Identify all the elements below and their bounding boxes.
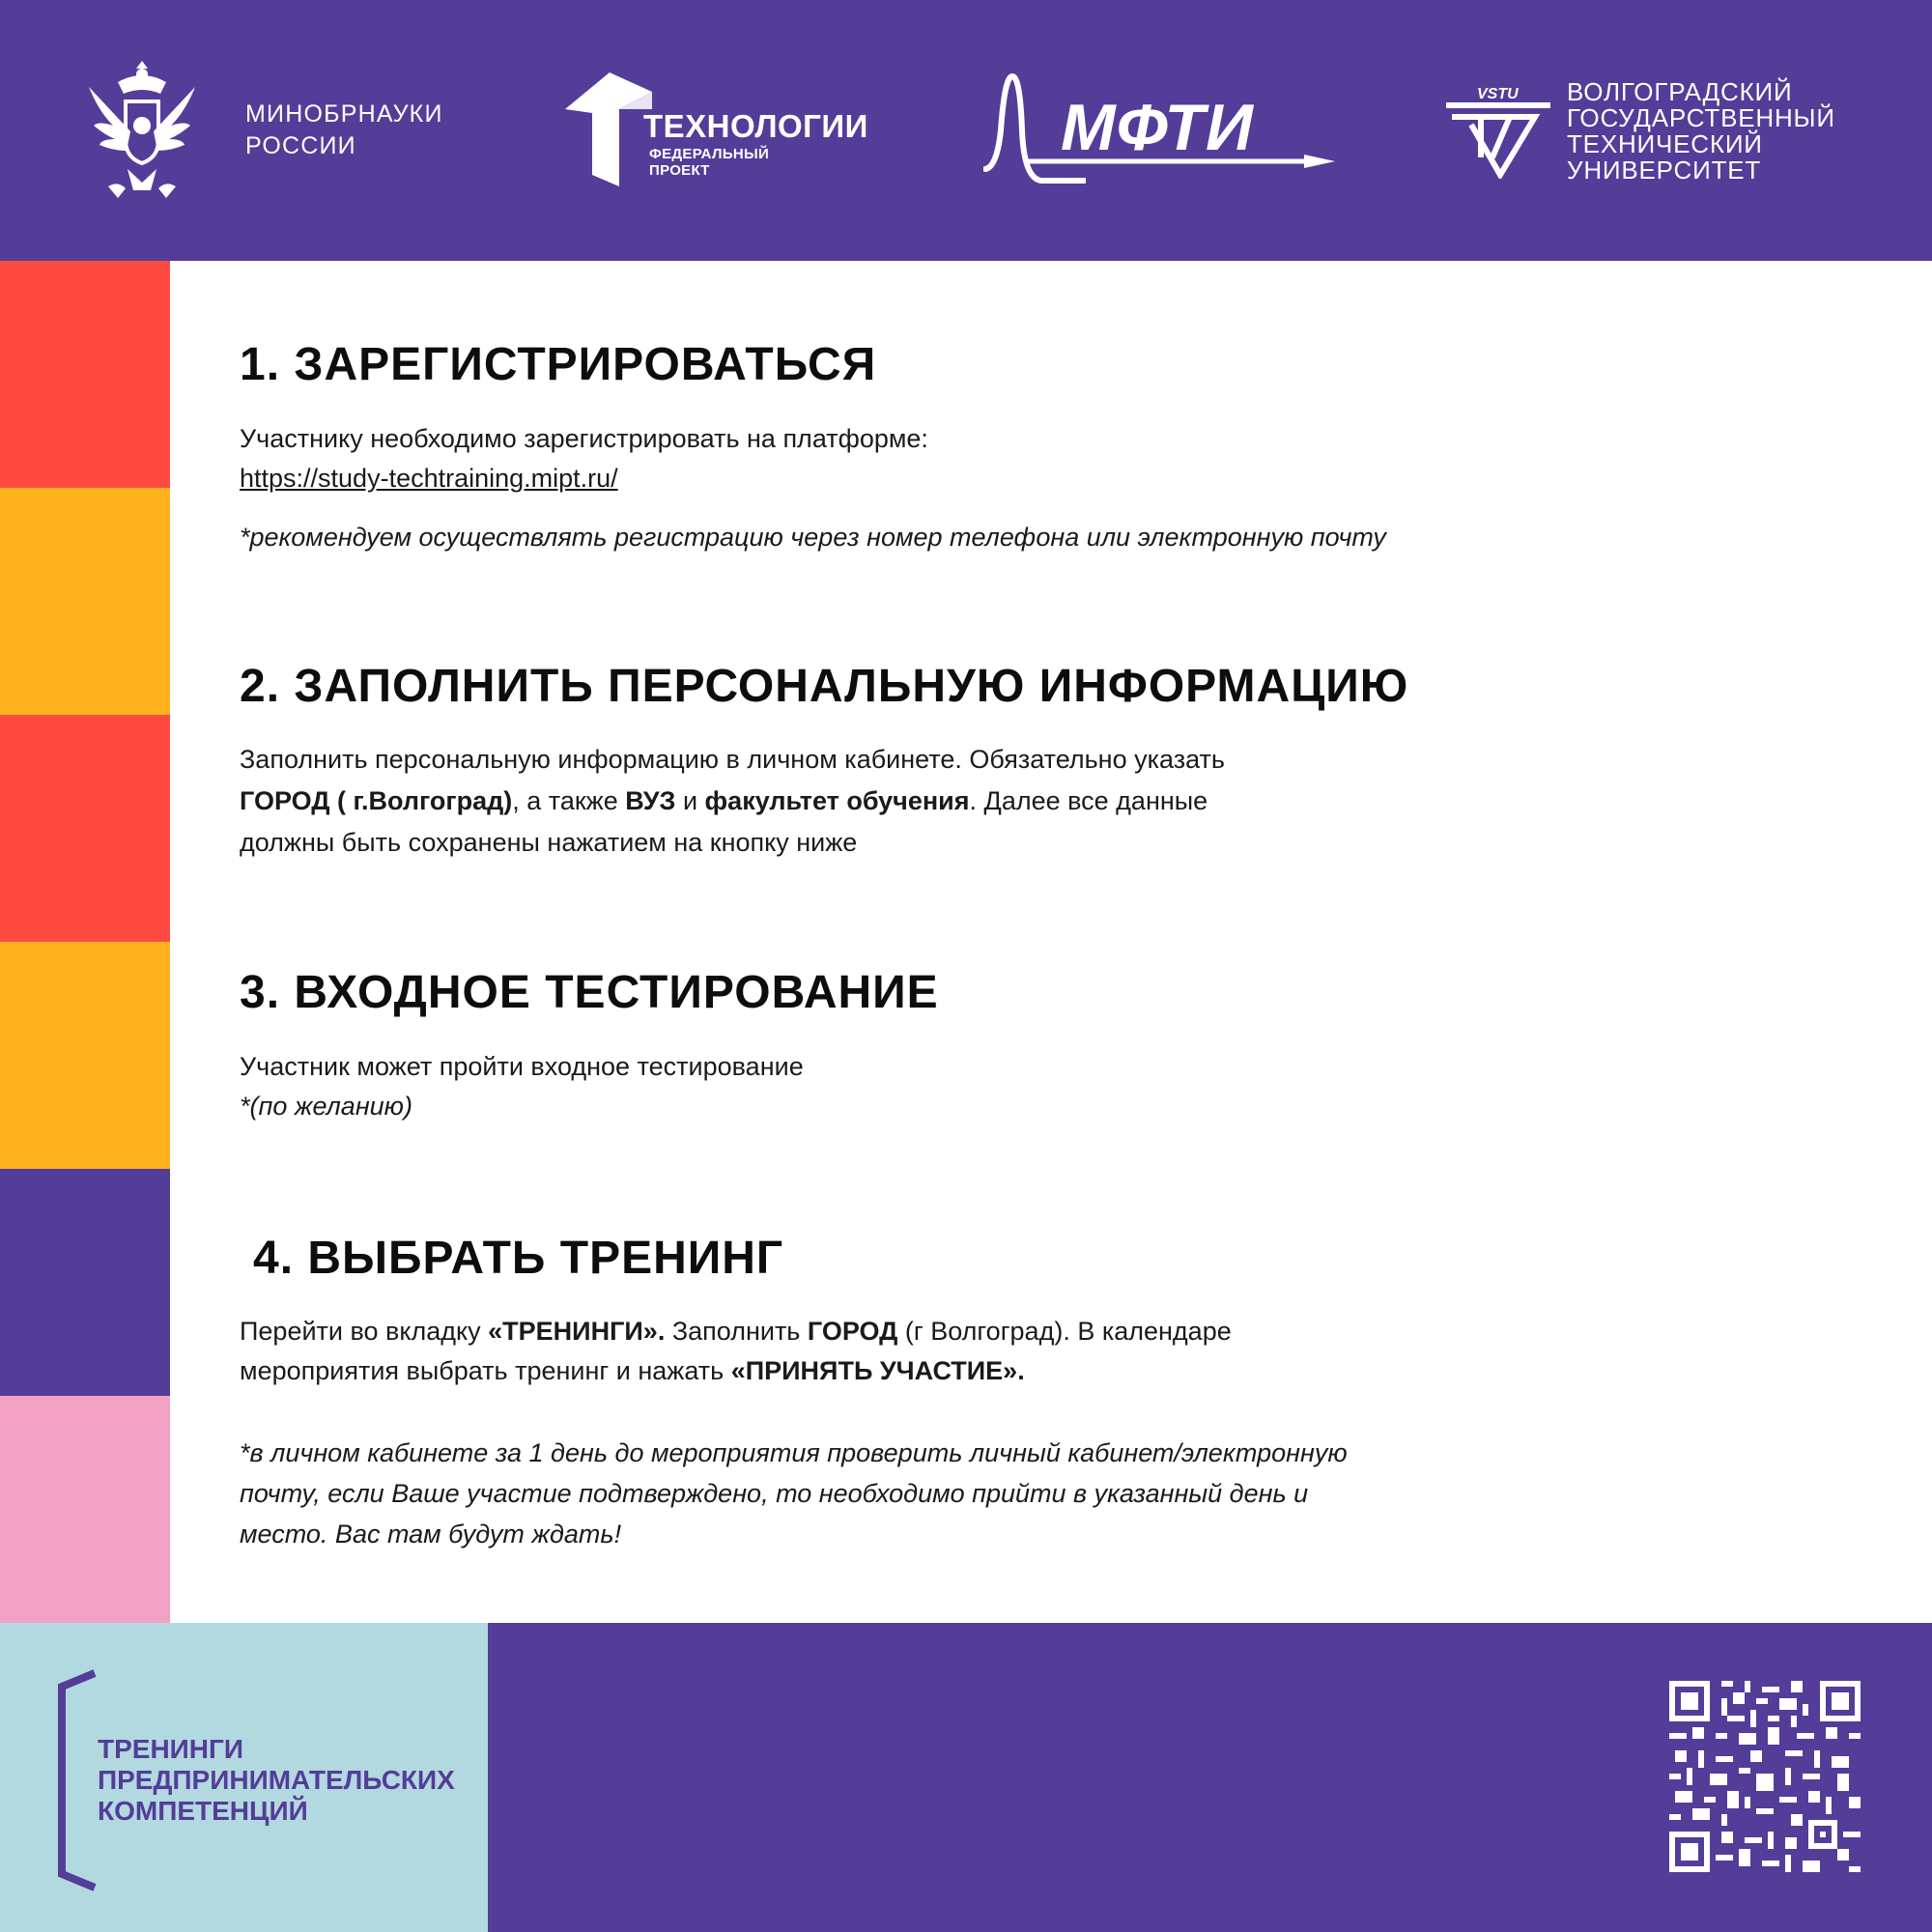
step-2-line-2: ГОРОД ( г.Волгоград), а также ВУЗ и факультет обучения. Далее все данные (240, 786, 1208, 815)
step-2-line-1: Заполнить персональную информацию в личном кабинете. Обязательно указать (240, 745, 1225, 774)
step-4-note-1: *в личном кабинете за 1 день до мероприятия проверить личный кабинет/электронную (240, 1438, 1348, 1467)
vstu-name: ВОЛГОГРАДСКИЙ ГОСУДАРСТВЕННЫЙ ТЕХНИЧЕСКИЙ УНИВЕРСИТЕТ (1567, 77, 1835, 185)
footer-title: ТРЕНИНГИ ПРЕДПРИНИМАТЕЛЬСКИХ КОМПЕТЕНЦИЙ (98, 1734, 455, 1826)
step-3-note: *(по желанию) (240, 1092, 412, 1121)
step-1-text: Участнику необходимо зарегистрировать на платформе: (240, 424, 928, 453)
stripe-orange-2 (0, 942, 170, 1169)
stripe-red-2 (0, 715, 170, 942)
step-4-line-2: мероприятия выбрать тренинг и нажать «ПРИНЯТЬ УЧАСТИЕ». (240, 1356, 1025, 1385)
step-1-note: *рекомендуем осуществлять регистрацию через номер телефона или электронную почту (240, 523, 1386, 552)
step-3-text: Участник может пройти входное тестирование (240, 1052, 804, 1081)
step-2-title: 2. ЗАПОЛНИТЬ ПЕРСОНАЛЬНУЮ ИНФОРМАЦИЮ (240, 661, 1409, 712)
qr-code-icon[interactable] (1669, 1681, 1861, 1872)
tech-project-title: ТЕХНОЛОГИИ (643, 108, 868, 144)
header-band (0, 0, 1932, 261)
tech-project-subtitle: ФЕДЕРАЛЬНЫЙ ПРОЕКТ (649, 146, 770, 179)
coat-of-arms-icon (79, 53, 205, 203)
ministry-name: МИНОБРНАУКИ РОССИИ (245, 100, 443, 159)
step-4-note-3: место. Вас там будут ждать! (240, 1520, 622, 1548)
vstu-mark-text: VSTU (1477, 86, 1519, 102)
platform-link[interactable]: https://study-techtraining.mipt.ru/ (240, 464, 618, 493)
step-1-link-line (240, 458, 618, 498)
tech-project-logo-icon (563, 71, 655, 188)
step-4-note-2: почту, если Ваше участие подтверждено, то необходимо прийти в указанный день и (240, 1479, 1309, 1508)
step-1-title: 1. ЗАРЕГИСТРИРОВАТЬСЯ (240, 339, 877, 390)
step-4-line-1: Перейти во вкладку «ТРЕНИНГИ». Заполнить ГОРОД (г Волгоград). В календаре (240, 1317, 1232, 1346)
step-4-title: 4. ВЫБРАТЬ ТРЕНИНГ (253, 1233, 784, 1284)
mipt-arrow-line-icon (1024, 155, 1335, 168)
step-3-title: 3. ВХОДНОЕ ТЕСТИРОВАНИЕ (240, 967, 939, 1018)
bracket-icon (56, 1669, 100, 1891)
stripe-purple (0, 1169, 170, 1396)
stripe-pink (0, 1396, 170, 1623)
step-2-line-3: должны быть сохранены нажатием на кнопку ниже (240, 828, 858, 857)
vstu-emblem-icon (1442, 82, 1554, 179)
stripe-orange-1 (0, 488, 170, 715)
mipt-logo-text: МФТИ (1061, 91, 1254, 164)
stripe-red-1 (0, 261, 170, 488)
